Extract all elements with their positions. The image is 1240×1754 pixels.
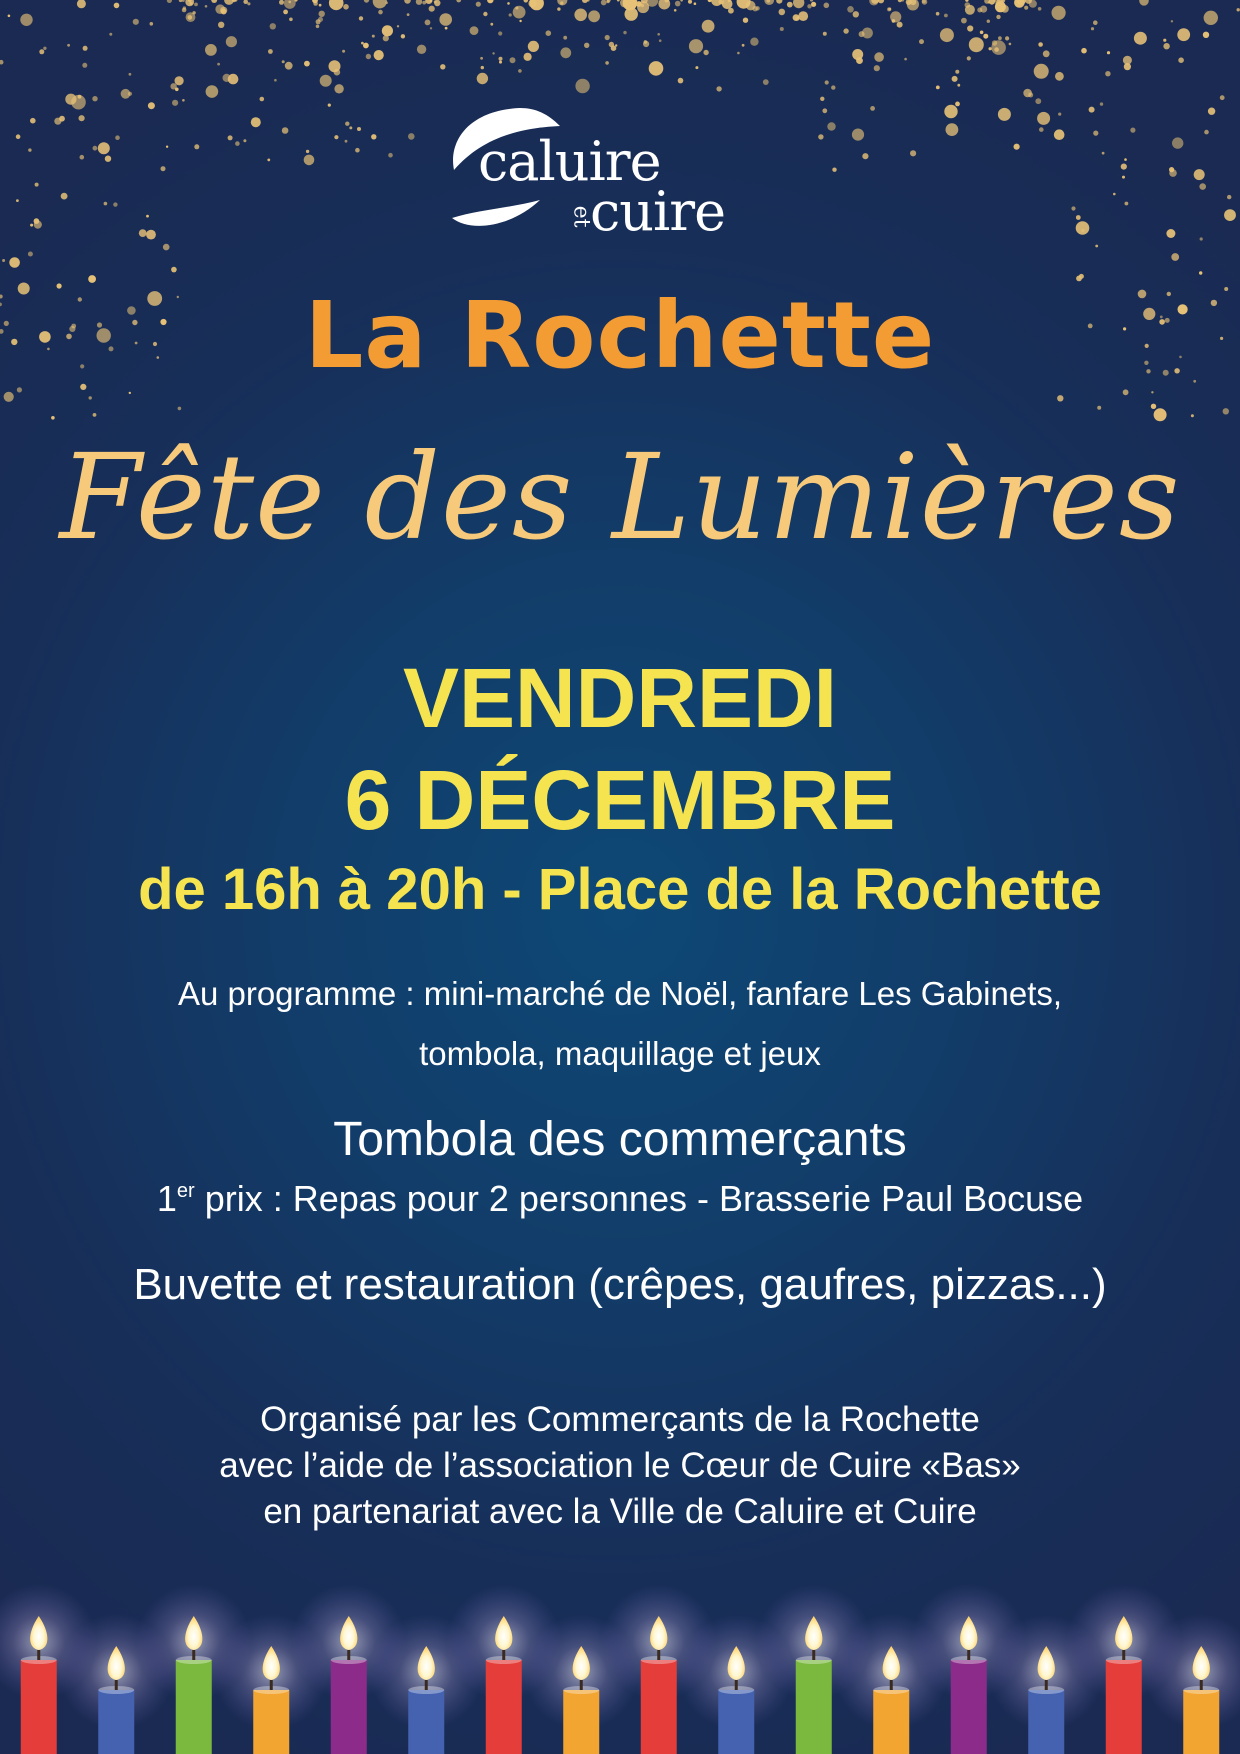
prize-rank-suffix: er	[176, 1180, 195, 1202]
program-line-1: Au programme : mini-marché de Noël, fanfare Les Gabinets,	[177, 975, 1063, 1012]
candle-body	[176, 1660, 212, 1754]
candle-body	[873, 1690, 909, 1754]
organizer-line-1: Organisé par les Commerçants de la Rochette	[260, 1400, 980, 1439]
candles-decoration	[0, 1540, 1240, 1754]
candle-body	[21, 1660, 57, 1754]
food-and-drinks: Buvette et restauration (crêpes, gaufres, pizzas...)	[133, 1260, 1107, 1309]
event-title: Fête des Lumières	[59, 428, 1181, 566]
candle-body	[253, 1690, 289, 1754]
candle-body	[563, 1690, 599, 1754]
event-date: 6 DÉCEMBRE	[344, 753, 896, 847]
program-line-2: tombola, maquillage et jeux	[419, 1035, 821, 1072]
organizer-line-3: en partenariat avec la Ville de Caluire et Cuire	[263, 1492, 977, 1531]
candle-body	[98, 1690, 134, 1754]
city-logo	[440, 100, 800, 250]
tombola-prize	[0, 1178, 1240, 1220]
candle-body	[486, 1660, 522, 1754]
candle-body	[1106, 1660, 1142, 1754]
tombola-title: Tombola des commerçants	[333, 1113, 907, 1166]
district-name: La Rochette	[304, 282, 936, 389]
candle-body	[796, 1660, 832, 1754]
candle-body	[641, 1660, 677, 1754]
candle-body	[1183, 1690, 1219, 1754]
logo-line-2: cuire	[590, 180, 726, 243]
candle-body	[408, 1690, 444, 1754]
organizer-line-2: avec l’aide de l’association le Cœur de Cuire «Bas»	[219, 1446, 1021, 1485]
logo-line-1: caluire	[478, 130, 661, 193]
candle-body	[718, 1690, 754, 1754]
logo-connector: et	[568, 205, 594, 228]
candle-body	[951, 1660, 987, 1754]
candle-body	[1028, 1690, 1064, 1754]
prize-description: prix : Repas pour 2 personnes - Brasserie Paul Bocuse	[194, 1178, 1084, 1219]
event-time-and-place: de 16h à 20h - Place de la Rochette	[138, 857, 1102, 922]
event-day: VENDREDI	[402, 651, 838, 745]
prize-rank: 1	[156, 1178, 177, 1219]
candle-body	[331, 1660, 367, 1754]
